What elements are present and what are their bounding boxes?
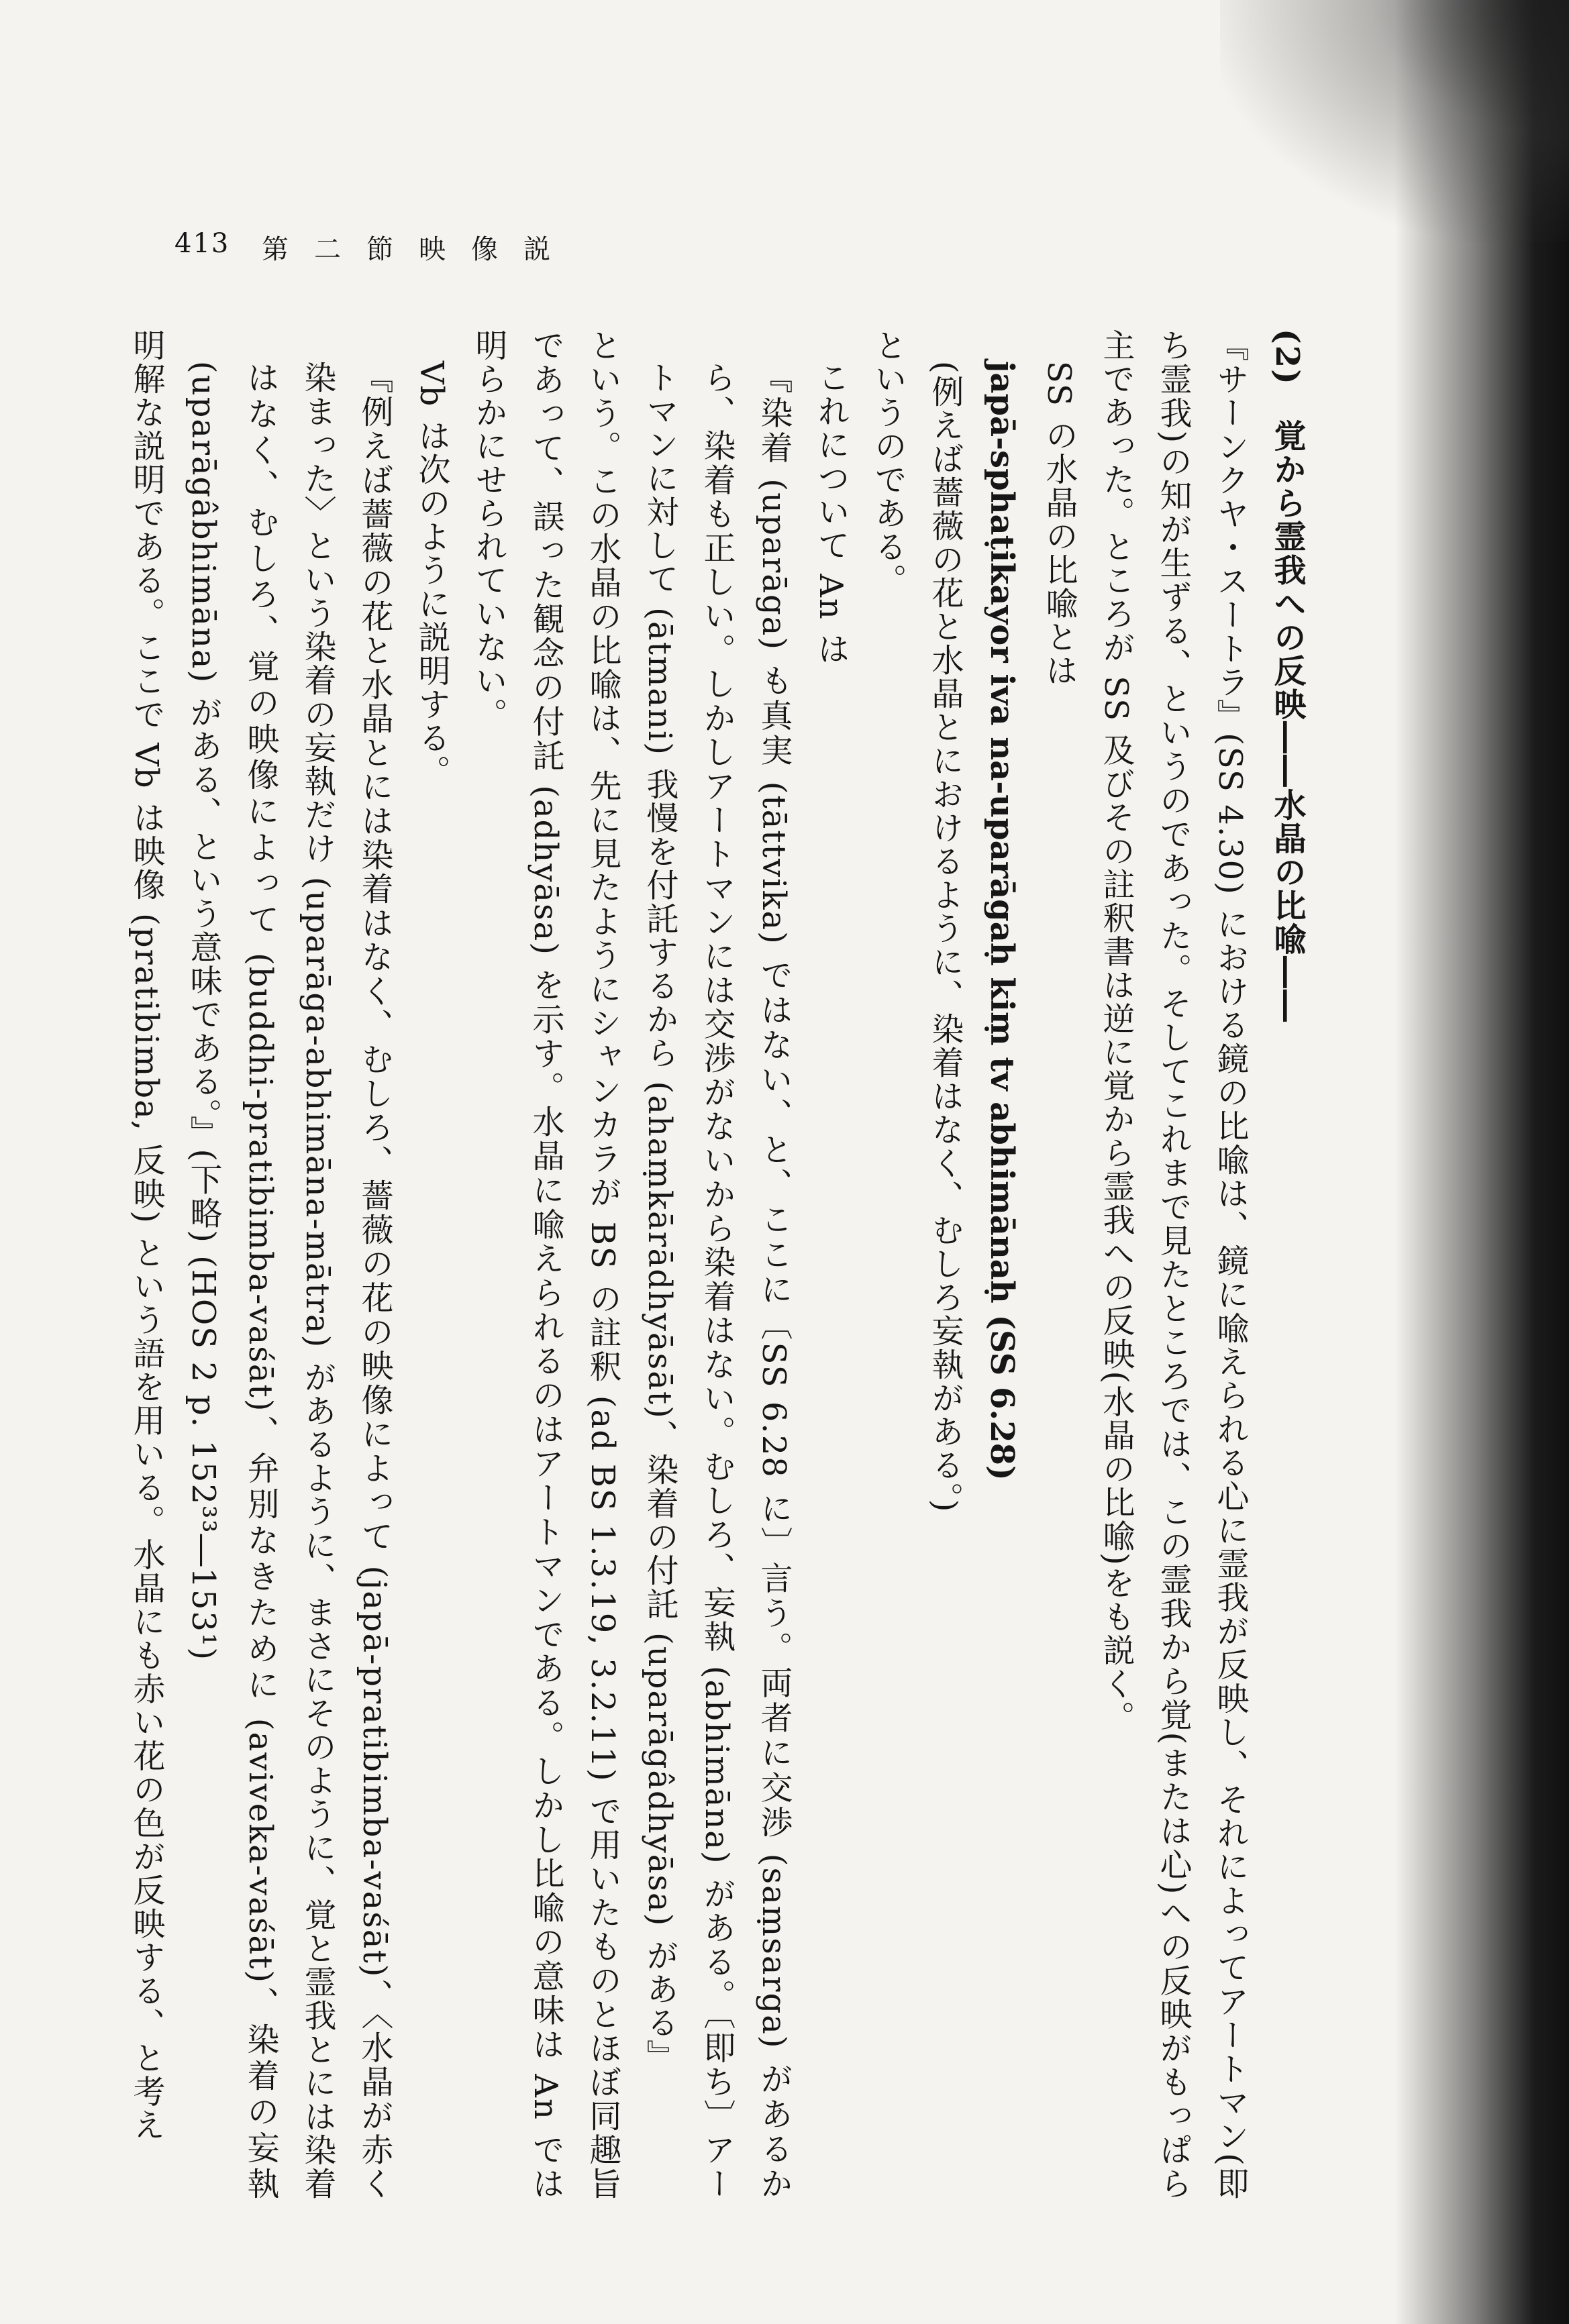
section-title: 第二節映像説 xyxy=(262,234,576,265)
page-number: 413 xyxy=(174,228,230,259)
paragraph: というのである。 xyxy=(869,329,907,597)
paragraph: これについて An は xyxy=(812,361,850,666)
scan-edge-shadow xyxy=(1395,0,1569,2324)
quotation: 『染着 (uparāga) も真実 (tāttvika) ではない、と、ここに〔SS 6.28 に〕言う。両者に交渉 (saṃsarga) があるから、染着も正しい。しかしアートマンには交渉がないから染着はない。むしろ、妄執 (abhimāna) がある。〔即ち〕アートマンに対して (ātmani) 我慢を付託するから (ahaṃkārādhyāsāt)、染着の付託 (uparāgâdhyāsa) がある』 xyxy=(641,361,793,2201)
paragraph: 明解な説明である。ここで Vb は映像 (pratibimba, 反映) という語を用いる。水晶にも赤い花の色が反映する、と考え xyxy=(128,329,165,2142)
sanskrit-quote: japā-sphaṭikayor iva na-uparāgaḥ kiṃ tv abhimānaḥ (SS 6.28) xyxy=(983,361,1021,1481)
paragraph: SS の水晶の比喩とは xyxy=(1040,361,1078,688)
translation: (例えば薔薇の花と水晶とにおけるように、染着はなく、むしろ妄執がある。) xyxy=(926,361,964,1514)
scan-corner-shadow xyxy=(1220,0,1569,242)
paragraph: 『サーンクヤ・スートラ』(SS 4.30) における鏡の比喩は、鏡に喩えられる心に霊我が反映し、それによってアートマン(即ち霊我)の知が生ずる、というのであった。そしてこれまで見たところでは、この霊我から覚(または心)への反映がもっぱら主であった。ところが SS 及びその註釈書は逆に覚から霊我への反映(水晶の比喩)をも説く。 xyxy=(1097,329,1249,2201)
quotation: 『例えば薔薇の花と水晶とには染着はなく、むしろ、薔薇の花の映像によって (japā-pratibimba-vaśāt)、〈水晶が赤く染まった〉という染着の妄執だけ (uparāga-abhimāna-mātra) があるように、まさにそのように、覚と霊我とには染着はなく、むしろ、覚の映像によって (buddhi-pratibimba-vaśāt)、弁別なきために (aviveka-vaśāt)、染着の妄執 (uparāgâbhimāna) がある、という意味である。』(下略) (HOS 2 p. 152³³―153¹) xyxy=(185,361,393,2201)
paragraph: Vb は次のように説明する。 xyxy=(413,361,450,788)
subsection-heading: (2) 覚から霊我への反映――水晶の比喩―― xyxy=(1268,329,1306,1023)
body-text xyxy=(128,329,1315,2201)
running-header xyxy=(174,228,576,268)
paragraph: という。この水晶の比喩は、先に見たようにシャンカラが BS の註釈 (ad BS 1.3.19, 3.2.11) で用いたものとほぼ同趣旨であって、誤った観念の付託 (adhyāsa) を示す。水晶に喩えられるのはアートマンである。しかし比喩の意味は An では明らかにせられていない。 xyxy=(470,329,621,2201)
